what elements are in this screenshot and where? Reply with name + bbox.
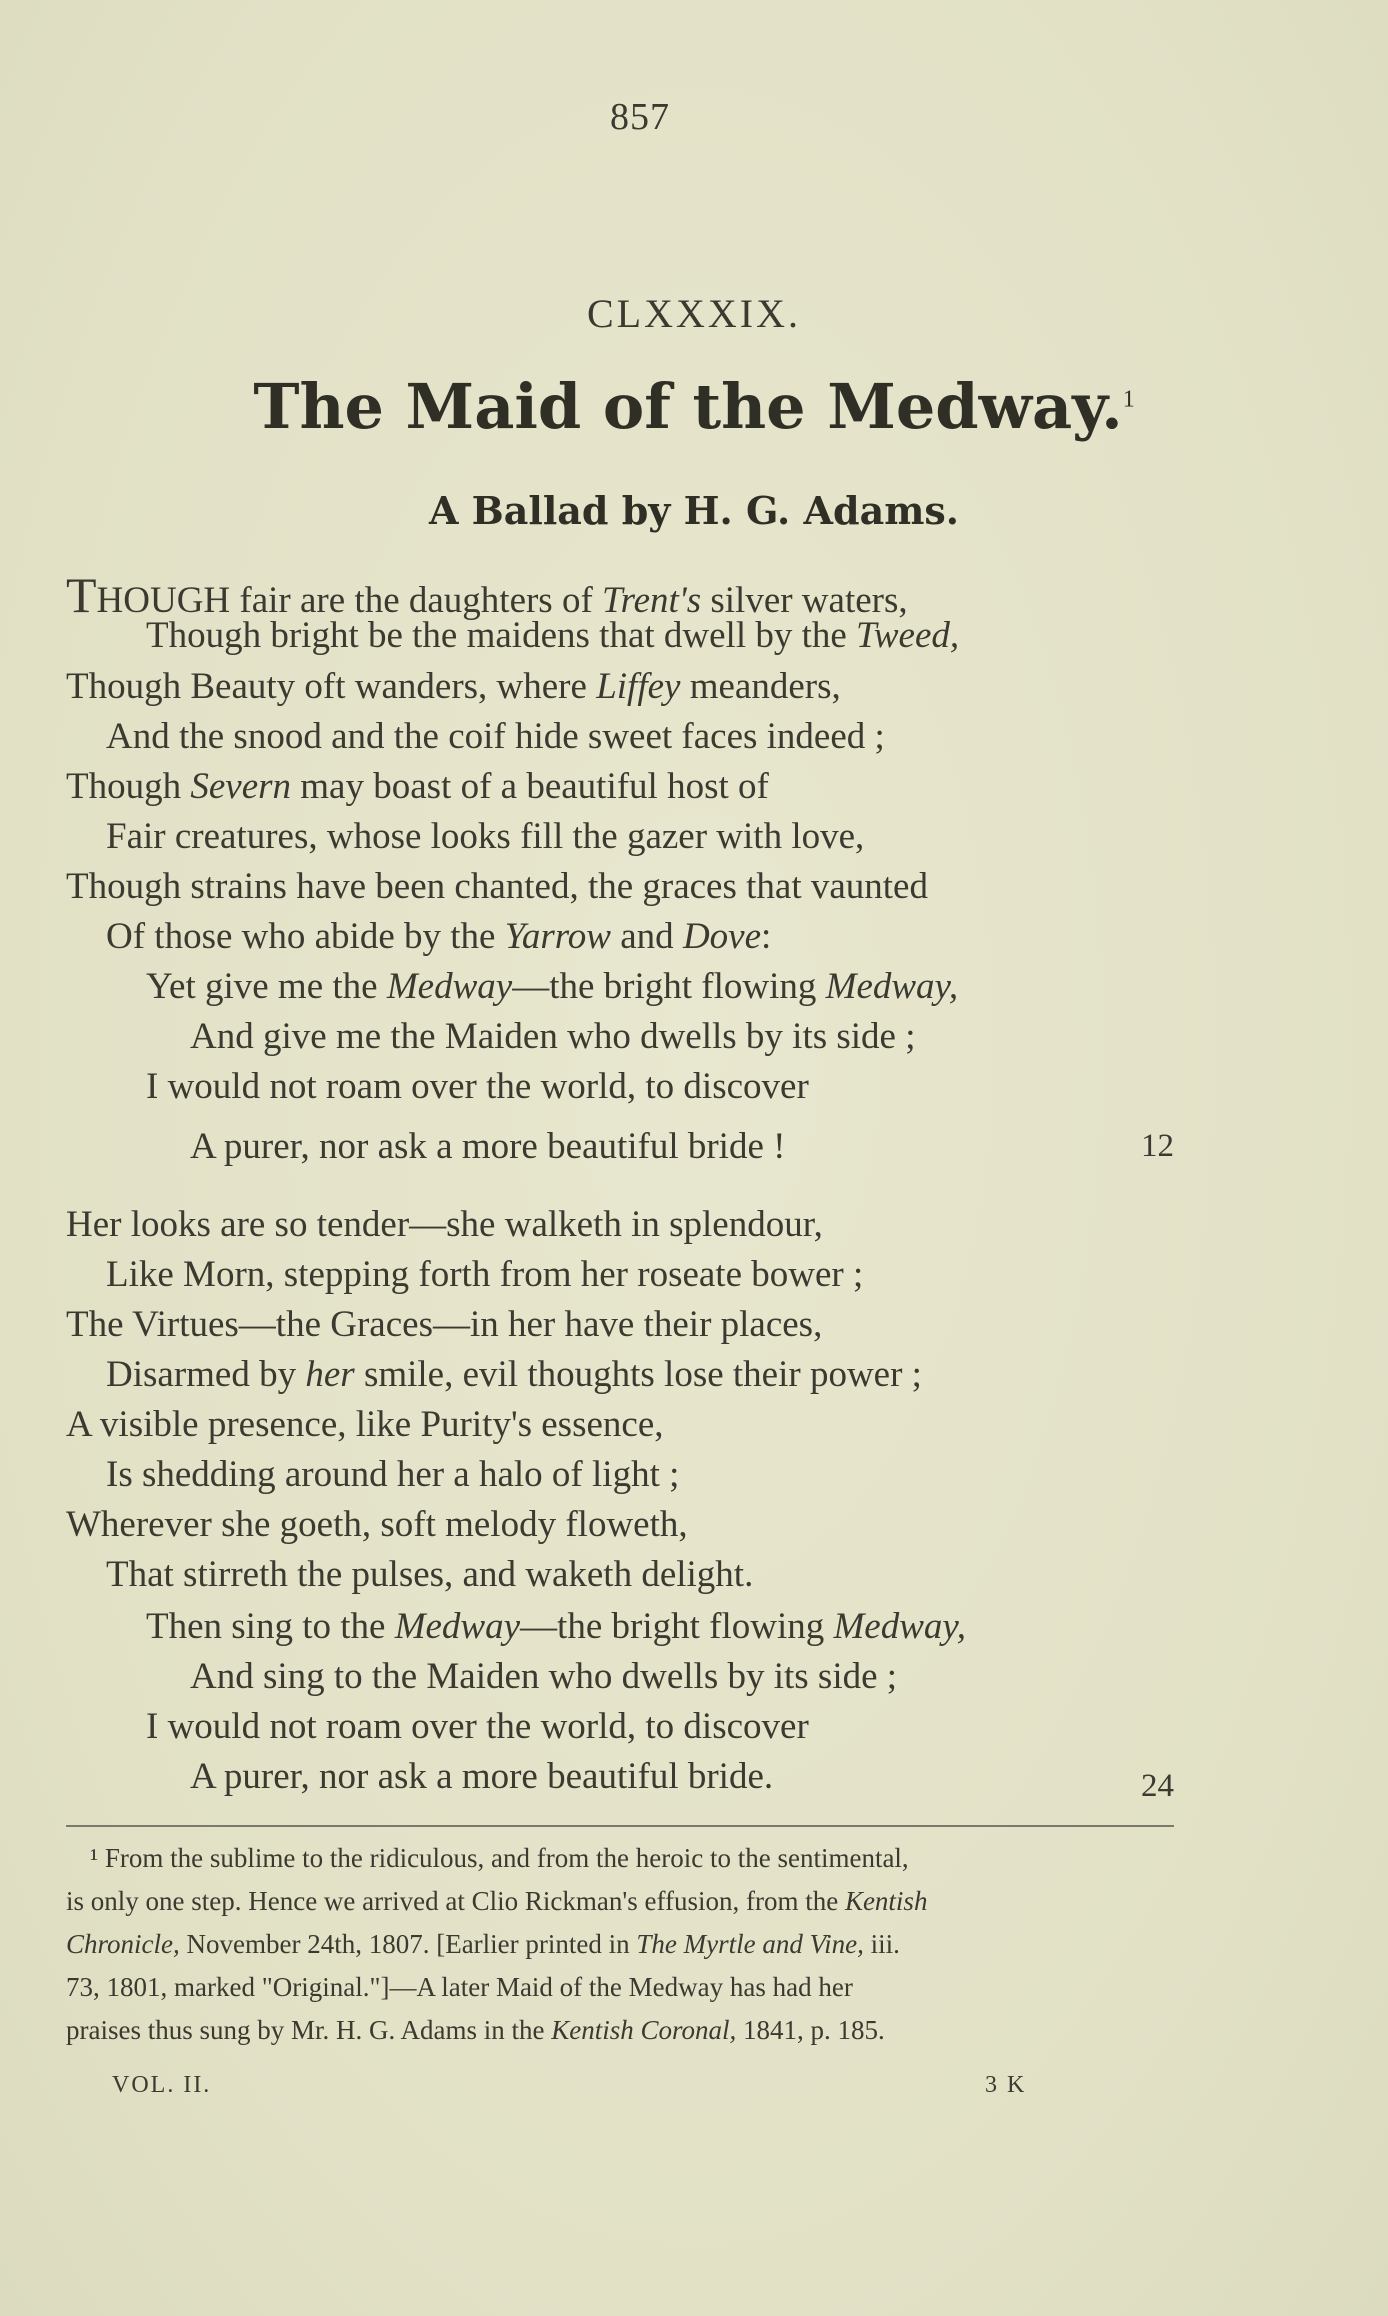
page-number: 857 <box>610 96 670 138</box>
italic-text: Liffey <box>596 666 681 707</box>
verse-text: meanders, <box>680 666 841 707</box>
verse-text: : <box>761 916 772 957</box>
stanza2-line-8 <box>106 1556 753 1593</box>
title-footnote-marker: 1 <box>1122 386 1135 413</box>
verse-text: HOUGH fair are the daughters of <box>96 580 603 621</box>
stanza2-line-4 <box>106 1356 922 1393</box>
footnote-line-3 <box>66 1931 900 1958</box>
signature-mark: 3 K <box>985 2072 1027 2098</box>
verse-text: I would not roam over the world, to discover <box>146 1066 809 1107</box>
italic-text: The Myrtle and Vine, <box>636 1929 864 1959</box>
signature-volume: VOL. II. <box>112 2072 212 2098</box>
stanza2-line-10 <box>190 1658 897 1695</box>
verse-text: —the bright flowing <box>512 966 826 1007</box>
verse-text: A visible presence, like Purity's essence, <box>66 1404 664 1445</box>
italic-text: Trent's <box>602 580 702 621</box>
stanza1-line-4 <box>106 718 885 755</box>
verse-text: Of those who abide by the <box>106 916 505 957</box>
verse-text: Wherever she goeth, soft melody floweth, <box>66 1504 688 1545</box>
title-text: The Maid of the Medway. <box>253 370 1123 443</box>
footnote-line-2 <box>66 1888 927 1915</box>
italic-text: Yarrow <box>504 916 611 957</box>
verse-text: A purer, nor ask a more beautiful bride ! <box>190 1126 786 1167</box>
verse-text: Though bright be the maidens that dwell by the <box>146 615 857 656</box>
stanza1-line-3 <box>66 668 841 705</box>
poem-title <box>0 370 1388 443</box>
verse-text: 73, 1801, marked "Original."]—A later Maid of the Medway has had her <box>66 1972 853 2002</box>
verse-text: Is shedding around her a halo of light ; <box>106 1454 680 1495</box>
stanza1-line-6 <box>106 818 864 855</box>
italic-text: Medway <box>394 1606 521 1647</box>
verse-text: 1841, p. 185. <box>736 2015 885 2045</box>
italic-text: Dove <box>682 916 762 957</box>
verse-text: may boast of a beautiful host of <box>291 766 769 807</box>
stanza2-line-3 <box>66 1306 822 1343</box>
verse-text: The Virtues—the Graces—in her have their places, <box>66 1304 823 1345</box>
stanza2-line-12 <box>190 1758 773 1795</box>
stanza2-line-5 <box>66 1406 664 1443</box>
verse-text: Like Morn, stepping forth from her roseate bower ; <box>106 1254 864 1295</box>
line-number-12: 12 <box>1141 1128 1174 1164</box>
verse-text: ¹ From the sublime to the ridiculous, and from the heroic to the sentimental, <box>90 1843 909 1873</box>
stanza1-line-11 <box>146 1068 809 1105</box>
poem-number: CLXXXIX. <box>587 291 801 336</box>
poem-subtitle: A Ballad by H. G. Adams. <box>428 488 960 533</box>
verse-text: And sing to the Maiden who dwells by its side ; <box>190 1656 898 1697</box>
italic-text: Medway <box>386 966 513 1007</box>
stanza2-line-1 <box>66 1206 823 1243</box>
stanza1-line-8 <box>106 918 771 955</box>
verse-text: is only one step. Hence we arrived at Clio Rickman's effusion, from the <box>66 1886 845 1916</box>
italic-text: Kentish Coronal, <box>551 2015 737 2045</box>
stanza2-line-7 <box>66 1506 688 1543</box>
stanza1-line-1 <box>66 567 908 623</box>
verse-text: A purer, nor ask a more beautiful bride. <box>190 1756 774 1797</box>
verse-text: smile, evil thoughts lose their power ; <box>354 1354 922 1395</box>
stanza2-line-11 <box>146 1708 809 1745</box>
italic-text: Chronicle, <box>66 1929 180 1959</box>
verse-text: Her looks are so tender—she walketh in splendour, <box>66 1204 823 1245</box>
verse-text: Yet give me the <box>146 966 387 1007</box>
stanza1-line-10 <box>190 1018 916 1055</box>
verse-text: I would not roam over the world, to discover <box>146 1706 809 1747</box>
italic-text: Medway, <box>833 1606 967 1647</box>
stanza1-line-2 <box>146 617 959 654</box>
verse-text: silver waters, <box>701 580 908 621</box>
verse-text: praises thus sung by Mr. H. G. Adams in the <box>66 2015 552 2045</box>
stanza1-line-7 <box>66 868 928 905</box>
stanza2-line-6 <box>106 1456 679 1493</box>
footnote-line-4 <box>66 1974 853 2001</box>
italic-text: Kentish <box>844 1886 928 1916</box>
stanza2-line-9 <box>146 1608 966 1645</box>
verse-text: And the snood and the coif hide sweet faces indeed ; <box>106 716 885 757</box>
italic-text: Severn <box>190 766 292 807</box>
verse-text: And give me the Maiden who dwells by its side ; <box>190 1016 916 1057</box>
stanza1-line-5 <box>66 768 769 805</box>
verse-text: Though Beauty oft wanders, where <box>66 666 597 707</box>
line-number-24: 24 <box>1141 1768 1174 1804</box>
verse-text: —the bright flowing <box>520 1606 834 1647</box>
verse-text: November 24th, 1807. [Earlier printed in <box>179 1929 637 1959</box>
verse-text: Though <box>66 766 191 807</box>
stanza2-line-2 <box>106 1256 863 1293</box>
verse-text: Though strains have been chanted, the graces that vaunted <box>66 866 928 907</box>
footnote-line-5 <box>66 2017 885 2044</box>
stanza1-line-9 <box>146 968 958 1005</box>
footnote-rule <box>66 1825 1174 1827</box>
italic-text: Medway, <box>825 966 959 1007</box>
italic-text: Tweed, <box>856 615 960 656</box>
italic-text: her <box>305 1354 355 1395</box>
verse-text: Then sing to the <box>146 1606 395 1647</box>
drop-cap: T <box>66 567 97 623</box>
verse-text: Fair creatures, whose looks fill the gazer with love, <box>106 816 865 857</box>
stanza1-line-12 <box>190 1128 785 1165</box>
verse-text: iii. <box>863 1929 900 1959</box>
footnote-line-1 <box>90 1845 909 1872</box>
verse-text: That stirreth the pulses, and waketh delight. <box>106 1554 754 1595</box>
verse-text: and <box>611 916 683 957</box>
verse-text: Disarmed by <box>106 1354 306 1395</box>
